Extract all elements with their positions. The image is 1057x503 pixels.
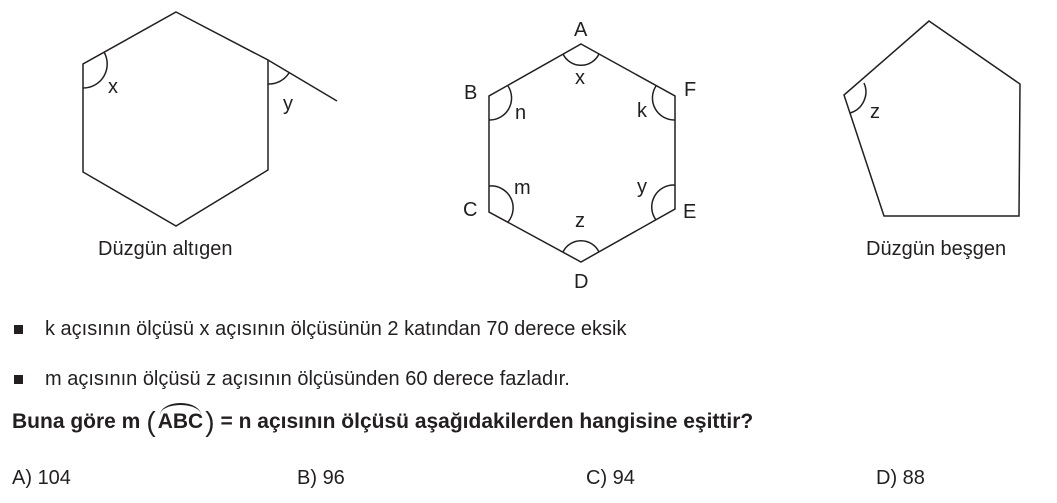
choice-letter: A): [12, 467, 32, 489]
angle-n-label: n: [515, 102, 527, 124]
pentagon-caption: Düzgün beşgen: [866, 238, 1007, 260]
statement-text: m açısının ölçüsü z açısının ölçüsünden 60 derece fazladır.: [45, 368, 570, 390]
angle-y-label: y: [637, 176, 647, 198]
paren-open: (: [146, 406, 156, 437]
choice-value: 94: [612, 467, 635, 489]
extended-side-line: [268, 60, 337, 101]
question-suffix: = n açısının ölçüsü aşağıdakilerden hangisine eşittir?: [220, 410, 754, 433]
hexagon-left-label-x: x: [108, 76, 118, 98]
statement-text: k açısının ölçüsü x açısının ölçüsünün 2 katından 70 derece eksik: [45, 318, 627, 340]
angle-k-arc-F: [652, 86, 675, 120]
answer-choice-d[interactable]: [876, 467, 925, 490]
hexagon-left-label-y: y: [283, 93, 293, 115]
angle-arc-notation: ABC: [157, 410, 204, 433]
answer-choice-c[interactable]: [586, 467, 635, 490]
vertex-C-label: C: [463, 199, 478, 221]
bullet-icon: [14, 375, 23, 384]
choice-letter: D): [876, 467, 898, 489]
statement-item: [14, 318, 626, 341]
regular-hexagon-figure: [83, 12, 337, 226]
statement-item: [14, 368, 570, 391]
choice-value: 88: [902, 467, 925, 489]
answer-choice-a[interactable]: [12, 467, 71, 490]
choice-value: 96: [322, 467, 345, 489]
hexagon-left-shape: [83, 12, 268, 226]
hexagon-left-caption: Düzgün altıgen: [98, 238, 233, 260]
choice-value: 104: [37, 467, 71, 489]
vertex-A-label: A: [574, 19, 588, 41]
choice-letter: C): [586, 467, 608, 489]
angle-k-label: k: [637, 100, 647, 122]
angle-x-label: x: [575, 67, 585, 89]
angle-z-label: z: [575, 210, 585, 232]
pentagon-label-z: z: [870, 101, 880, 123]
vertex-F-label: F: [684, 79, 697, 101]
vertex-D-label: D: [574, 271, 589, 293]
answer-choice-b[interactable]: [297, 467, 345, 490]
vertex-B-label: B: [464, 82, 478, 104]
vertex-E-label: E: [683, 201, 697, 223]
question-prefix: Buna göre m: [12, 410, 141, 433]
angle-z-arc-D: [563, 241, 599, 252]
question-text: [12, 408, 753, 436]
angle-m-arc-C: [489, 186, 513, 222]
angle-n-arc-B: [489, 86, 512, 120]
angle-y-arc: [268, 73, 289, 84]
paren-close: ): [205, 406, 215, 437]
angle-m-label: m: [514, 177, 531, 199]
angle-x-arc-A: [563, 54, 599, 65]
choice-letter: B): [297, 467, 317, 489]
bullet-icon: [14, 325, 23, 334]
